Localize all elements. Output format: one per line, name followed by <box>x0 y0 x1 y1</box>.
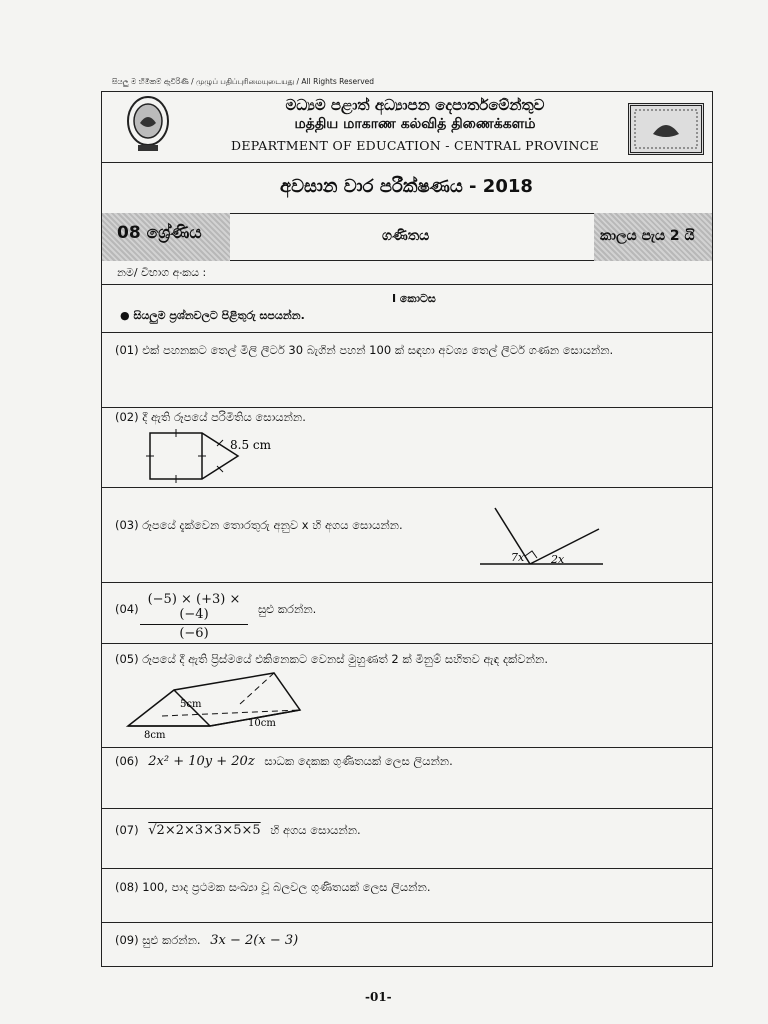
fraction-denominator: (−6) <box>140 624 248 641</box>
question-8 <box>115 880 431 895</box>
pentagon-figure <box>145 428 285 488</box>
fraction-expression <box>140 592 248 641</box>
subject-label: ගණිතය <box>382 228 430 244</box>
question-text: 100, පාද ප්‍රථමක සංඛ්‍යා වූ බලවල ගුණිතයක් ලෙස ලියන්න. <box>142 880 431 894</box>
question-4-number: (04) <box>115 602 139 616</box>
name-label: නම/ විභාග අංකය : <box>117 266 207 279</box>
exam-title: අවසාන වාර පරීක්ෂණය - 2018 <box>280 176 533 197</box>
fraction-numerator: (−5) × (+3) × (−4) <box>147 592 241 622</box>
page-number: -01- <box>365 990 392 1004</box>
question-text: හි අගය සොයන්න. <box>270 823 361 837</box>
question-text: සාධක දෙකක ගුණිතයක් ලෙස ලියන්න. <box>264 754 453 768</box>
stamp-icon <box>631 106 701 152</box>
prism-figure <box>122 668 322 740</box>
question-expression: √2×2×3×3×5×5 <box>148 823 261 838</box>
question-text: දී ඇති රූපයේ පරිමිතිය සොයන්න. <box>142 410 306 424</box>
question-6 <box>115 754 453 769</box>
side-length-label: 8.5 cm <box>230 438 271 452</box>
question-number: (03) <box>115 518 139 532</box>
dim-8cm-label: 8cm <box>144 730 166 740</box>
angle-7x-label: 7x <box>511 551 525 564</box>
question-9 <box>115 933 298 948</box>
department-stamp <box>628 103 704 155</box>
header-tamil: மத்திய மாகாண கல்வித் திணைக்களம் <box>294 116 536 132</box>
question-number: (09) <box>115 933 139 947</box>
question-expression: 2x² + 10y + 20z <box>148 754 255 769</box>
copyright-notice: සියලු ම හිමිකම් ඇවිරිණි / முழுப் பதிப்புரிமையுடையது / All Rights Reserved <box>112 77 375 86</box>
dim-5cm-label: 5cm <box>180 699 202 710</box>
angle-2x-label: 2x <box>551 553 565 566</box>
question-number: (06) <box>115 754 139 768</box>
section-label: I කොටස <box>392 292 436 305</box>
question-2 <box>115 410 306 425</box>
header-english: DEPARTMENT OF EDUCATION - CENTRAL PROVINCE <box>231 138 599 153</box>
question-number: (01) <box>115 343 139 357</box>
question-number: (05) <box>115 652 139 666</box>
question-text: සුළු කරන්න. <box>142 933 201 947</box>
question-text: රූපයේ දී ඇති ප්‍රිස්මයේ එකිනෙකට වෙනස් මුහුණත් 2 ක් මිනුම් සහිතව ඇඳ දක්වන්න. <box>142 652 548 666</box>
question-text: එක් පහනකට තෙල් මිලි ලීටර් 30 බැගින් පහන් 100 ක් සඳහා අවශ්‍ය තෙල් ලීටර් ගණන සොයන්න. <box>142 343 614 357</box>
instruction-text: සියලුම ප්‍රශ්නවලට පිළිතුරු සපයන්න. <box>133 309 305 322</box>
question-number: (02) <box>115 410 139 424</box>
header-sinhala: මධ්‍යම පළාත් අධ්‍යාපන දෙපාර්තමේන්තුව <box>285 96 545 114</box>
question-7 <box>115 823 361 838</box>
question-text: රූපයේ දැක්වෙන තොරතුරු අනුව x හි අගය සොයන්න. <box>142 518 403 532</box>
question-3 <box>115 518 403 533</box>
angle-figure <box>475 505 610 570</box>
grade-label: 08 ශ්‍රේණිය <box>117 223 202 243</box>
question-number: (08) <box>115 880 139 894</box>
question-expression: 3x − 2(x − 3) <box>210 933 299 948</box>
question-number: (07) <box>115 823 139 837</box>
time-label: කාලය පැය 2 යි <box>600 228 695 244</box>
question-1 <box>115 343 613 358</box>
instruction: ● සියලුම ප්‍රශ්නවලට පිළිතුරු සපයන්න. <box>120 309 305 322</box>
question-4-text: සුළු කරන්න. <box>258 602 317 616</box>
dim-10cm-label: 10cm <box>248 718 276 729</box>
question-5 <box>115 652 548 667</box>
